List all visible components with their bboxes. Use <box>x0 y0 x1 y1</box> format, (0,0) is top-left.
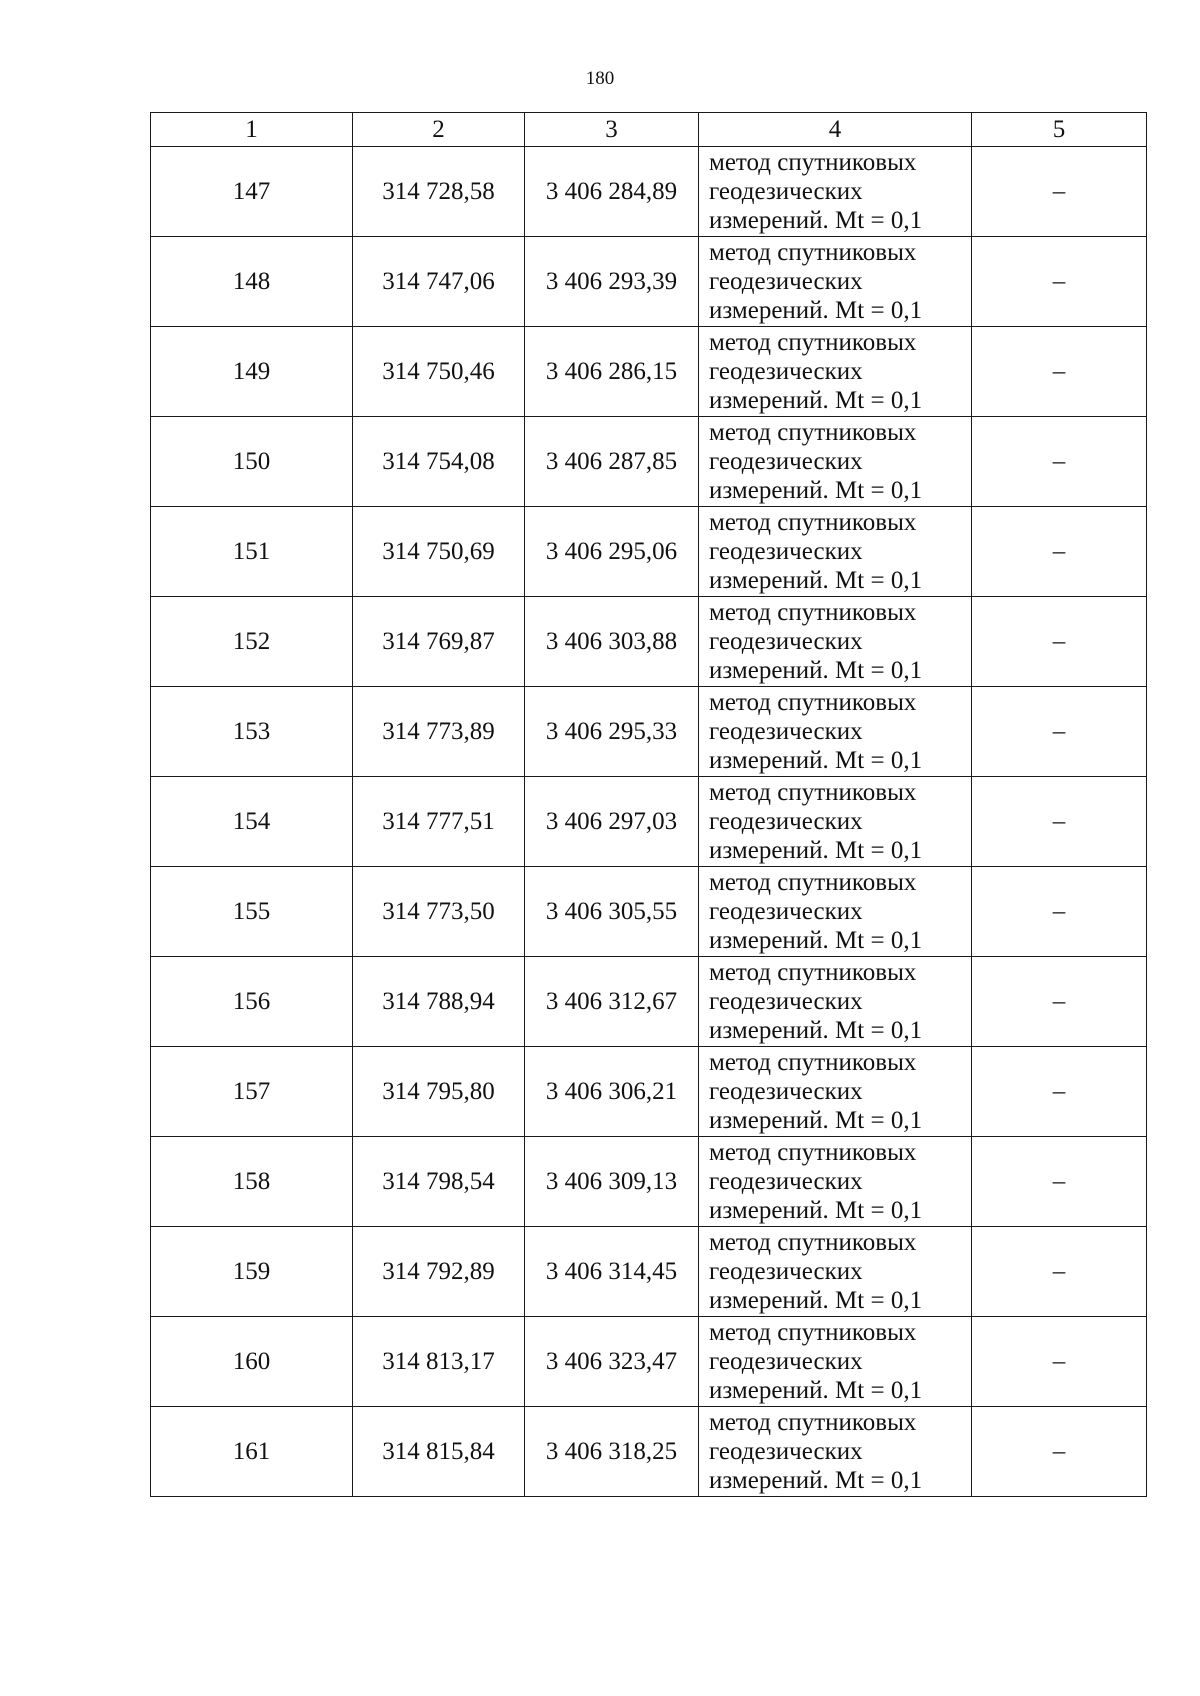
coordinates-table <box>150 112 1147 1497</box>
x-coordinate-cell: 314 788,94 <box>353 957 525 1047</box>
note-cell: – <box>972 147 1147 237</box>
y-coordinate-cell: 3 406 297,03 <box>525 777 699 867</box>
method-line: метод спутниковых <box>709 959 917 986</box>
table-row <box>151 1407 1147 1497</box>
method-line: метод спутниковых <box>709 1409 917 1436</box>
note-cell: – <box>972 597 1147 687</box>
y-coordinate-cell: 3 406 309,13 <box>525 1137 699 1227</box>
method-line: геодезических <box>709 1348 863 1375</box>
method-line: метод спутниковых <box>709 689 917 716</box>
point-number-cell: 161 <box>151 1407 353 1497</box>
note-cell: – <box>972 777 1147 867</box>
method-cell <box>699 1137 972 1227</box>
method-line: метод спутниковых <box>709 509 917 536</box>
method-line: измерений. Mt = 0,1 <box>709 837 923 864</box>
x-coordinate-cell: 314 777,51 <box>353 777 525 867</box>
method-line: измерений. Mt = 0,1 <box>709 657 923 684</box>
method-line: измерений. Mt = 0,1 <box>709 207 923 234</box>
x-coordinate-cell: 314 747,06 <box>353 237 525 327</box>
method-cell <box>699 507 972 597</box>
y-coordinate-cell: 3 406 306,21 <box>525 1047 699 1137</box>
point-number-cell: 156 <box>151 957 353 1047</box>
x-coordinate-cell: 314 728,58 <box>353 147 525 237</box>
table-row <box>151 1317 1147 1407</box>
method-line: метод спутниковых <box>709 1319 917 1346</box>
y-coordinate-cell: 3 406 312,67 <box>525 957 699 1047</box>
x-coordinate-cell: 314 769,87 <box>353 597 525 687</box>
method-cell <box>699 327 972 417</box>
method-line: измерений. Mt = 0,1 <box>709 1197 923 1224</box>
note-cell: – <box>972 1137 1147 1227</box>
method-cell <box>699 1047 972 1137</box>
method-line: геодезических <box>709 1168 863 1195</box>
y-coordinate-cell: 3 406 303,88 <box>525 597 699 687</box>
method-line: геодезических <box>709 178 863 205</box>
table-body <box>151 147 1147 1497</box>
method-cell <box>699 957 972 1047</box>
table-row <box>151 777 1147 867</box>
x-coordinate-cell: 314 792,89 <box>353 1227 525 1317</box>
x-coordinate-cell: 314 750,69 <box>353 507 525 597</box>
method-line: геодезических <box>709 628 863 655</box>
method-cell <box>699 147 972 237</box>
method-cell <box>699 1317 972 1407</box>
note-cell: – <box>972 417 1147 507</box>
note-cell: – <box>972 687 1147 777</box>
method-line: метод спутниковых <box>709 419 917 446</box>
method-cell <box>699 687 972 777</box>
method-line: измерений. Mt = 0,1 <box>709 387 923 414</box>
method-line: геодезических <box>709 1078 863 1105</box>
x-coordinate-cell: 314 773,89 <box>353 687 525 777</box>
table-row <box>151 237 1147 327</box>
point-number-cell: 154 <box>151 777 353 867</box>
x-coordinate-cell: 314 773,50 <box>353 867 525 957</box>
x-coordinate-cell: 314 795,80 <box>353 1047 525 1137</box>
point-number-cell: 159 <box>151 1227 353 1317</box>
table-row <box>151 147 1147 237</box>
y-coordinate-cell: 3 406 284,89 <box>525 147 699 237</box>
header-col-5: 5 <box>972 113 1147 147</box>
method-cell <box>699 597 972 687</box>
table-row <box>151 1227 1147 1317</box>
method-line: метод спутниковых <box>709 1229 917 1256</box>
method-line: измерений. Mt = 0,1 <box>709 927 923 954</box>
method-line: измерений. Mt = 0,1 <box>709 477 923 504</box>
header-col-4: 4 <box>699 113 972 147</box>
y-coordinate-cell: 3 406 305,55 <box>525 867 699 957</box>
method-line: метод спутниковых <box>709 779 917 806</box>
method-line: измерений. Mt = 0,1 <box>709 297 923 324</box>
note-cell: – <box>972 1317 1147 1407</box>
x-coordinate-cell: 314 813,17 <box>353 1317 525 1407</box>
y-coordinate-cell: 3 406 318,25 <box>525 1407 699 1497</box>
point-number-cell: 147 <box>151 147 353 237</box>
method-line: геодезических <box>709 448 863 475</box>
table-row <box>151 1047 1147 1137</box>
note-cell: – <box>972 1047 1147 1137</box>
method-line: измерений. Mt = 0,1 <box>709 1467 923 1494</box>
method-line: геодезических <box>709 268 863 295</box>
header-col-3: 3 <box>525 113 699 147</box>
method-line: метод спутниковых <box>709 869 917 896</box>
y-coordinate-cell: 3 406 323,47 <box>525 1317 699 1407</box>
note-cell: – <box>972 237 1147 327</box>
table-row <box>151 327 1147 417</box>
method-line: метод спутниковых <box>709 1139 917 1166</box>
method-line: метод спутниковых <box>709 599 917 626</box>
method-line: измерений. Mt = 0,1 <box>709 1017 923 1044</box>
point-number-cell: 149 <box>151 327 353 417</box>
note-cell: – <box>972 1407 1147 1497</box>
header-col-1: 1 <box>151 113 353 147</box>
method-line: метод спутниковых <box>709 1049 917 1076</box>
method-line: геодезических <box>709 1258 863 1285</box>
point-number-cell: 158 <box>151 1137 353 1227</box>
method-line: измерений. Mt = 0,1 <box>709 567 923 594</box>
table-row <box>151 957 1147 1047</box>
method-line: измерений. Mt = 0,1 <box>709 1107 923 1134</box>
x-coordinate-cell: 314 754,08 <box>353 417 525 507</box>
x-coordinate-cell: 314 750,46 <box>353 327 525 417</box>
method-cell <box>699 1227 972 1317</box>
method-line: геодезических <box>709 718 863 745</box>
table-row <box>151 1137 1147 1227</box>
table-row <box>151 687 1147 777</box>
method-line: измерений. Mt = 0,1 <box>709 747 923 774</box>
method-line: метод спутниковых <box>709 329 917 356</box>
method-line: метод спутниковых <box>709 149 917 176</box>
method-line: геодезических <box>709 808 863 835</box>
y-coordinate-cell: 3 406 295,06 <box>525 507 699 597</box>
method-line: геодезических <box>709 988 863 1015</box>
y-coordinate-cell: 3 406 287,85 <box>525 417 699 507</box>
y-coordinate-cell: 3 406 286,15 <box>525 327 699 417</box>
y-coordinate-cell: 3 406 314,45 <box>525 1227 699 1317</box>
y-coordinate-cell: 3 406 295,33 <box>525 687 699 777</box>
method-cell <box>699 1407 972 1497</box>
x-coordinate-cell: 314 815,84 <box>353 1407 525 1497</box>
header-col-2: 2 <box>353 113 525 147</box>
note-cell: – <box>972 867 1147 957</box>
point-number-cell: 150 <box>151 417 353 507</box>
point-number-cell: 151 <box>151 507 353 597</box>
x-coordinate-cell: 314 798,54 <box>353 1137 525 1227</box>
method-line: геодезических <box>709 898 863 925</box>
table-row <box>151 867 1147 957</box>
method-cell <box>699 417 972 507</box>
method-cell <box>699 867 972 957</box>
note-cell: – <box>972 327 1147 417</box>
point-number-cell: 153 <box>151 687 353 777</box>
table-row <box>151 417 1147 507</box>
method-line: измерений. Mt = 0,1 <box>709 1377 923 1404</box>
header-row <box>151 113 1147 147</box>
table-row <box>151 597 1147 687</box>
method-line: геодезических <box>709 538 863 565</box>
method-line: метод спутниковых <box>709 239 917 266</box>
point-number-cell: 148 <box>151 237 353 327</box>
point-number-cell: 152 <box>151 597 353 687</box>
method-cell <box>699 777 972 867</box>
page-number: 180 <box>585 68 615 89</box>
method-line: измерений. Mt = 0,1 <box>709 1287 923 1314</box>
y-coordinate-cell: 3 406 293,39 <box>525 237 699 327</box>
note-cell: – <box>972 957 1147 1047</box>
note-cell: – <box>972 1227 1147 1317</box>
table-row <box>151 507 1147 597</box>
point-number-cell: 155 <box>151 867 353 957</box>
point-number-cell: 157 <box>151 1047 353 1137</box>
note-cell: – <box>972 507 1147 597</box>
point-number-cell: 160 <box>151 1317 353 1407</box>
method-line: геодезических <box>709 358 863 385</box>
method-cell <box>699 237 972 327</box>
method-line: геодезических <box>709 1438 863 1465</box>
